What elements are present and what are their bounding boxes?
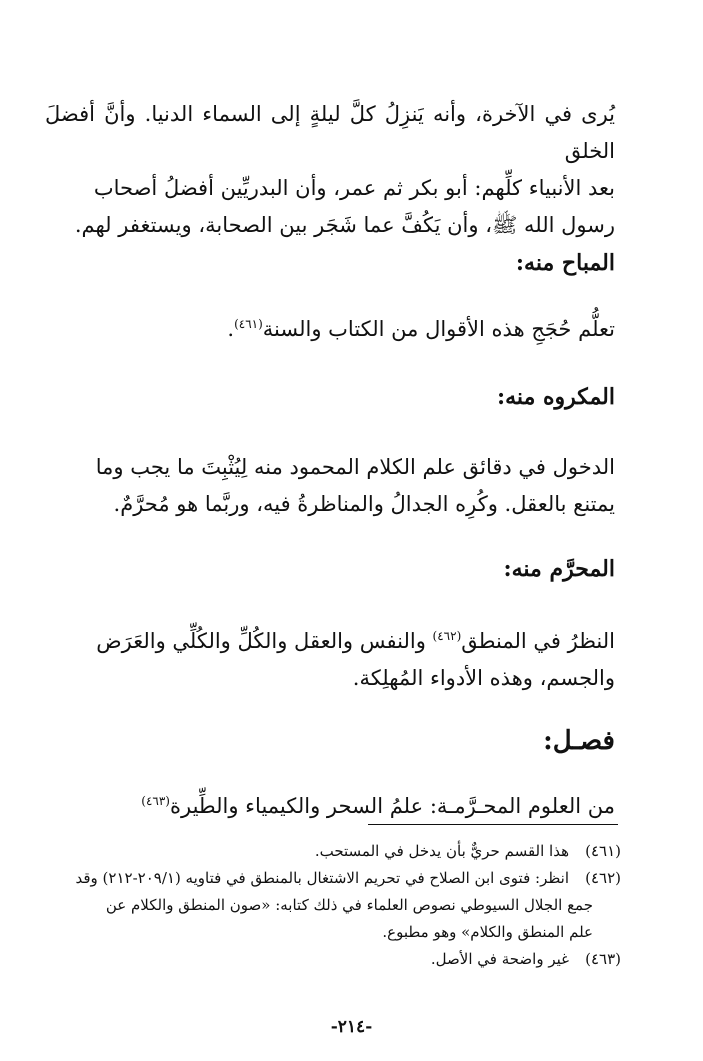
heading-muharram xyxy=(45,556,615,582)
footnote-text: غير واضحة في الأصل. xyxy=(430,950,569,968)
footnote-number: (٤٦٢) xyxy=(585,869,621,887)
footnote-462-line-3: علم المنطق والكلام» وهو مطبوع. xyxy=(382,923,593,941)
footnote-461 xyxy=(41,838,621,865)
paragraph-line: رسول الله ﷺ، وأن يَكُفَّ عما شَجَر بين الصحابة، ويستغفر لهم. xyxy=(74,213,615,237)
footnote-number: (٤٦٣) xyxy=(585,950,621,968)
heading-makruh xyxy=(45,384,615,410)
section-heading: المكروه منه: xyxy=(497,384,615,410)
footnote-ref-463: (٤٦٣) xyxy=(141,794,170,808)
paragraph-line xyxy=(45,618,615,660)
mubah-text: تعلُّم حُجَجِ هذه الأقوال من الكتاب والسنة xyxy=(262,317,615,341)
muharram-text-a: النظرُ في المنطق xyxy=(461,629,615,653)
paragraph-line: والجسم، وهذه الأدواء المُهلِكة. xyxy=(352,666,615,690)
footnote-ref-462: (٤٦٢) xyxy=(432,629,462,643)
paragraph-line xyxy=(45,783,615,825)
footnote-ref-461: (٤٦١) xyxy=(234,317,263,331)
footnote-463 xyxy=(41,946,621,973)
footnote-text: هذا القسم حريٌّ بأن يدخل في المستحب. xyxy=(314,842,569,860)
section-title: فصـل: xyxy=(543,726,615,756)
section-heading: المباح منه: xyxy=(515,250,615,276)
footnote-text: انظر: فتوى ابن الصلاح في تحريم الاشتغال بالمنطق في فتاويه (٢٠٩/١-٢١٢) وقد xyxy=(75,869,569,887)
footnote-divider xyxy=(368,824,618,825)
page-number: -٢١٤- xyxy=(330,1017,373,1037)
footnotes xyxy=(41,838,621,973)
heading-mubah xyxy=(45,250,615,276)
fasl-paragraph xyxy=(45,783,615,825)
footnote-number: (٤٦١) xyxy=(585,842,621,860)
paragraph-line: يُرى في الآخرة، وأنه يَنزِلُ كلَّ ليلةٍ إلى السماء الدنيا. وأنَّ أفضلَ الخلق xyxy=(45,102,615,163)
paragraph-line: الدخول في دقائق علم الكلام المحمود منه لِيُثْبِتَ ما يجب وما xyxy=(95,455,615,479)
paragraph-line: تعلُّم حُجَجِ هذه الأقوال من الكتاب والسنة$^{(٤٦١)}$. xyxy=(227,317,615,341)
opening-paragraph xyxy=(45,96,615,244)
fasl-text: من العلوم المحـرَّمـة: علمُ السحر والكيمياء والطِّيرة xyxy=(169,794,615,818)
muharram-text-b: والنفس والعقل والكُلِّ والكُلِّي والعَرَض xyxy=(96,629,433,653)
footnote-462-line-2: جمع الجلال السيوطي نصوص العلماء في ذلك كتابه: «صون المنطق والكلام عن xyxy=(105,896,593,914)
paragraph-line: يمتنع بالعقل. وكُرِه الجدالُ والمناظرةُ فيه، وربَّما هو مُحرَّمٌ. xyxy=(113,492,615,516)
mubah-paragraph xyxy=(45,306,615,348)
section-fasl xyxy=(45,726,615,756)
section-heading: المحرَّم منه: xyxy=(503,556,615,582)
muharram-paragraph xyxy=(45,618,615,697)
makruh-paragraph xyxy=(45,449,615,523)
footnote-462 xyxy=(41,865,621,892)
paragraph-line: بعد الأنبياء كلِّهم: أبو بكر ثم عمر، وأن البدريِّين أفضلُ أصحاب xyxy=(93,176,615,200)
